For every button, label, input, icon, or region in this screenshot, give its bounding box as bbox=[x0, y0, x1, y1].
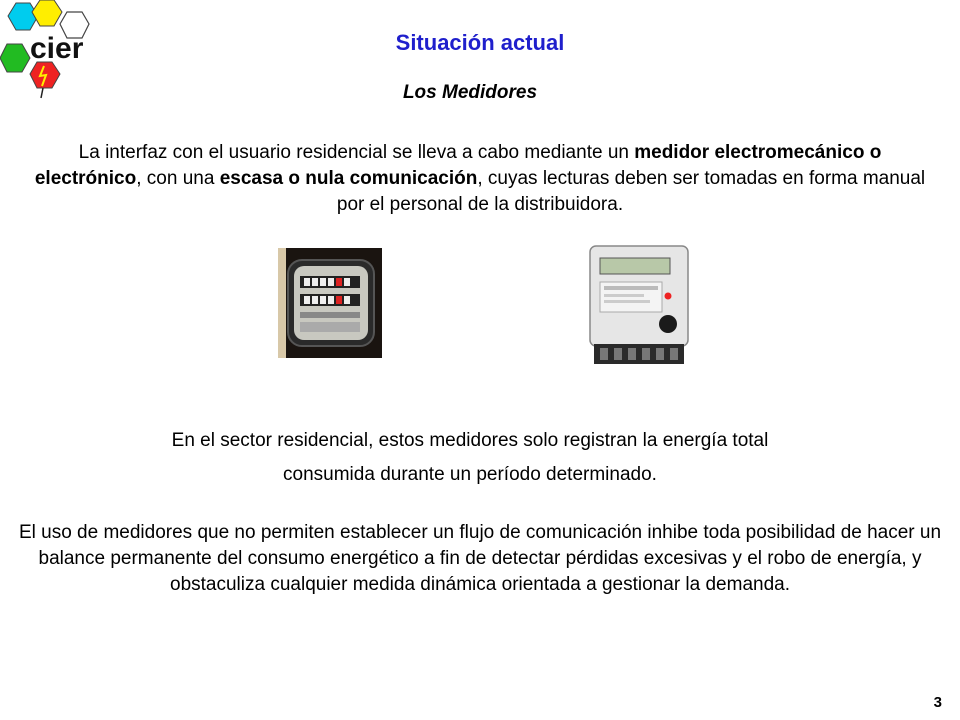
logo-hex-yellow bbox=[32, 0, 62, 26]
intro-paragraph bbox=[30, 140, 930, 218]
page-subtitle: Los Medidores bbox=[402, 82, 538, 103]
intro-bold-2: escasa o nula comunicación bbox=[219, 168, 478, 189]
page-title: Situación actual bbox=[395, 30, 565, 55]
logo-text: cier bbox=[30, 32, 84, 65]
page-number: 3 bbox=[933, 694, 942, 711]
residential-paragraph: En el sector residencial, estos medidores solo registran la energía total consumida durante un período determinado. bbox=[171, 430, 769, 485]
intro-text-2: , con una bbox=[136, 168, 220, 189]
intro-text-1: La interfaz con el usuario residencial se lleva a cabo mediante un bbox=[78, 142, 635, 163]
intro-bold-1: medidor electromecánico o electrónico bbox=[34, 142, 882, 189]
conclusion-paragraph: El uso de medidores que no permiten establecer un flujo de comunicación inhibe toda posibilidad de hacer un balance permanente del consumo energético a fin de detectar pérdidas excesivas y el robo de energía, y obstaculiza cualquier medida dinámica orientada a gestionar la demanda. bbox=[18, 522, 942, 595]
logo-hex-cyan bbox=[8, 3, 38, 30]
intro-text-3: , cuyas lecturas deben ser tomadas en forma manual por el personal de la distribuidora. bbox=[336, 168, 926, 215]
electronic-meter-image bbox=[584, 244, 694, 368]
electromechanical-meter-image bbox=[278, 248, 382, 358]
